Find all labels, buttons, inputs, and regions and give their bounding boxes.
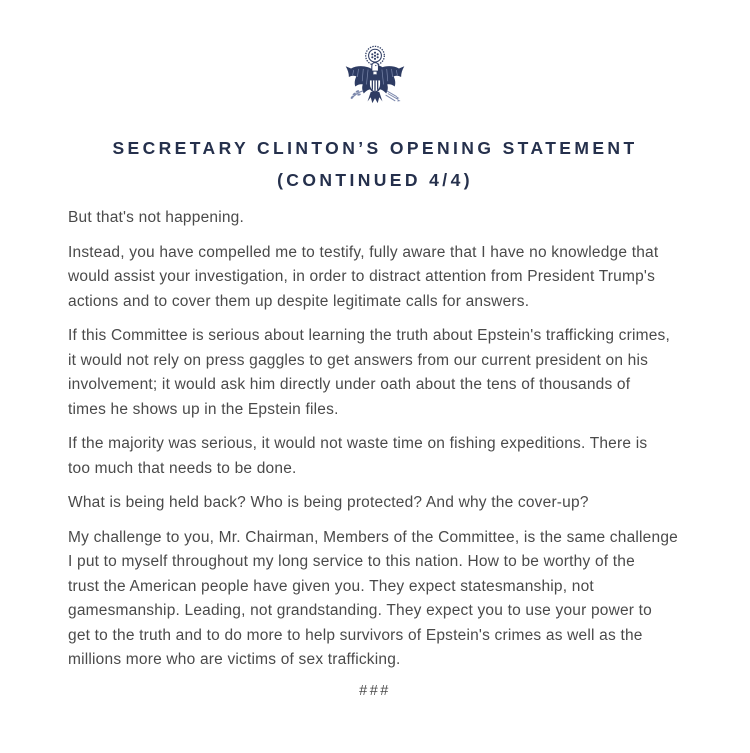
paragraph-line: My challenge to you, Mr. Chairman, Members of the Committee, is the same challenge <box>68 528 678 546</box>
title-line-2: (CONTINUED 4/4) <box>277 170 473 190</box>
paragraph-line: times he shows up in the Epstein files. <box>68 400 339 418</box>
paragraph-line: If this Committee is serious about learning the truth about Epstein's trafficking crimes, <box>68 327 670 344</box>
paragraph-line: I put to myself throughout my long service to this nation. How to be worthy of the <box>68 553 635 570</box>
paragraph-line: too much that needs to be done. <box>68 459 297 477</box>
statement-body <box>0 206 750 673</box>
paragraph-line: Instead, you have compelled me to testify, fully aware that I have no knowledge that <box>68 243 659 261</box>
paragraph-line: actions and to cover them up despite legitimate calls for answers. <box>68 292 530 310</box>
paragraph-1 <box>68 206 682 231</box>
paragraph-line: it would not rely on press gaggles to get answers from our current president on his <box>68 351 649 369</box>
paragraph-line: trust the American people have given you. They expect statesmanship, not <box>68 577 594 595</box>
paragraph-2 <box>68 241 682 315</box>
paragraph-line: involvement; it would ask him directly under oath about the tens of thousands of <box>68 376 631 393</box>
paragraph-5 <box>68 491 682 516</box>
paragraph-line: If the majority was serious, it would not waste time on fishing expeditions. There is <box>68 435 648 452</box>
paragraph-line: get to the truth and to do more to help survivors of Epstein's crimes as well as the <box>68 626 643 644</box>
statement-title <box>0 132 750 196</box>
title-line-1: SECRETARY CLINTON’S OPENING STATEMENT <box>112 138 638 158</box>
paragraph-6 <box>68 526 682 673</box>
paragraph-line: But that's not happening. <box>68 209 245 226</box>
paragraph-line: gamesmanship. Leading, not grandstanding. They expect you to use your power to <box>68 602 653 619</box>
great-seal-eagle-icon <box>343 45 407 110</box>
end-mark: ### <box>359 682 391 699</box>
paragraph-line: What is being held back? Who is being protected? And why the cover-up? <box>68 494 589 511</box>
paragraph-line: millions more who are victims of sex trafficking. <box>68 651 401 668</box>
paragraph-3 <box>68 324 682 422</box>
paragraph-line: would assist your investigation, in order to distract attention from President Trump's <box>68 268 656 285</box>
paragraph-4 <box>68 432 682 481</box>
